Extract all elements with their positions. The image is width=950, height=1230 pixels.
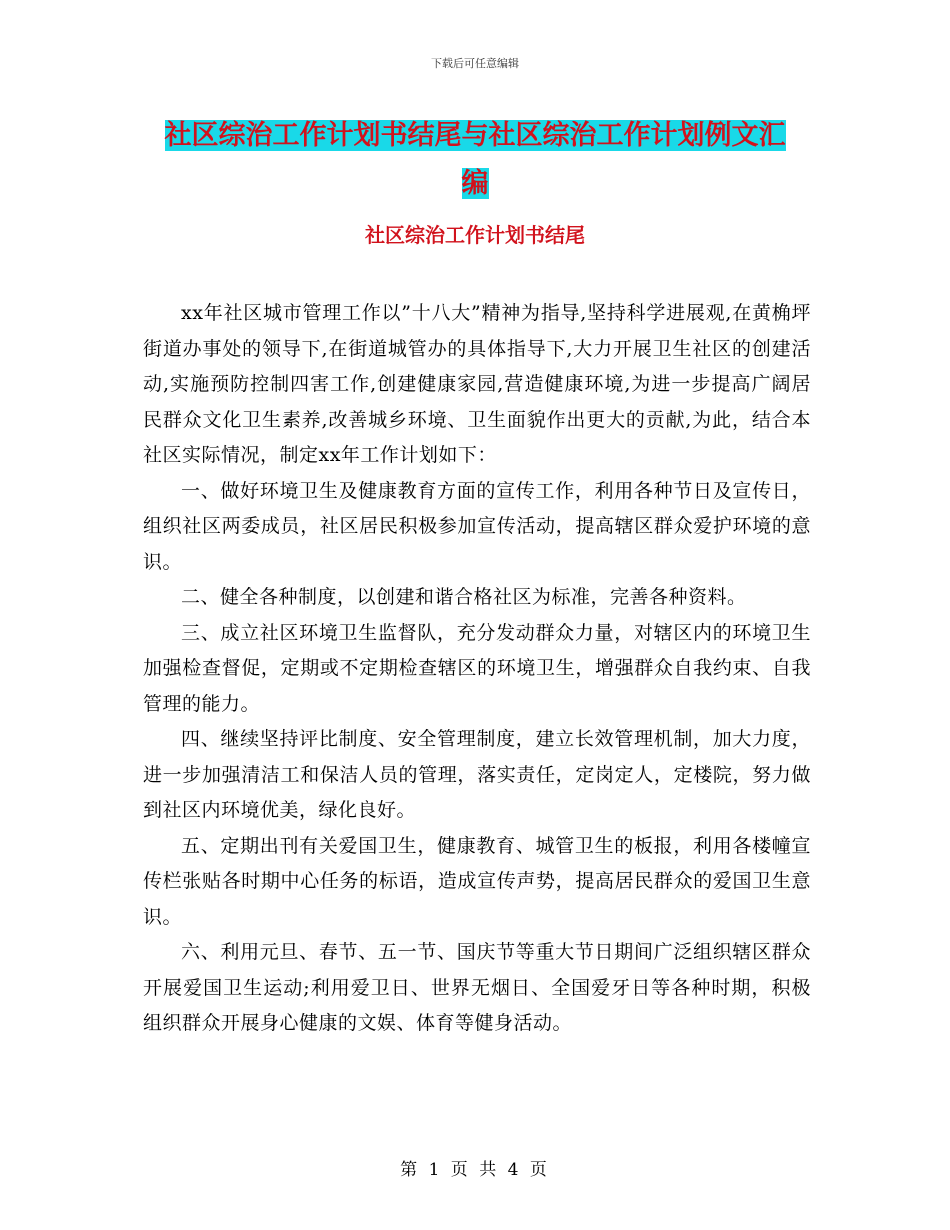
document-title-line-1: 社区综治工作计划书结尾与社区综治工作计划例文汇: [164, 120, 786, 151]
paragraph-item-1: 一、做好环境卫生及健康教育方面的宣传工作，利用各种节日及宣传日，组织社区两委成员，社区居民积极参加宣传活动，提高辖区群众爱护环境的意识。: [143, 479, 811, 573]
paragraph-intro: xx年社区城市管理工作以”十八大”精神为指导,坚持科学进展观,在黄桷坪街道办事处的领导下,在街道城管办的具体指导下,大力开展卫生社区的创建活动,实施预防控制四害工作,创建健康家园,营造健康环境,为进一步提高广阔居民群众文化卫生素养,改善城乡环境、卫生面貌作出更大的贡献,为此，结合本社区实际情况，制定xx年工作计划如下：: [143, 302, 811, 466]
document-title: [0, 112, 950, 208]
header-note: 下载后可任意编辑: [431, 57, 519, 70]
paragraph-item-6: 六、利用元旦、春节、五一节、国庆节等重大节日期间广泛组织辖区群众开展爱国卫生运动;利用爱卫日、世界无烟日、全国爱牙日等各种时期，积极组织群众开展身心健康的文娱、体育等健身活动。: [143, 941, 811, 1034]
document-body: [143, 296, 811, 1042]
document-title-line-2: 编: [461, 168, 489, 199]
paragraph-item-4: 四、继续坚持评比制度、安全管理制度，建立长效管理机制，加大力度，进一步加强清洁工和保洁人员的管理，落实责任，定岗定人，定楼院，努力做到社区内环境优美，绿化良好。: [143, 728, 811, 821]
section-title: 社区综治工作计划书结尾: [365, 223, 585, 247]
paragraph-item-2: 二、健全各种制度，以创建和谐合格社区为标准，完善各种资料。: [181, 586, 747, 608]
paragraph-item-5: 五、定期出刊有关爱国卫生，健康教育、城管卫生的板报，利用各楼幢宣传栏张贴各时期中心任务的标语，造成宣传声势，提高居民群众的爱国卫生意识。: [143, 834, 811, 928]
page-number-footer: 第 1 页 共 4 页: [400, 1160, 550, 1180]
paragraph-item-3: 三、成立社区环境卫生监督队，充分发动群众力量，对辖区内的环境卫生加强检查督促，定期或不定期检查辖区的环境卫生，增强群众自我约束、自我管理的能力。: [143, 621, 811, 715]
